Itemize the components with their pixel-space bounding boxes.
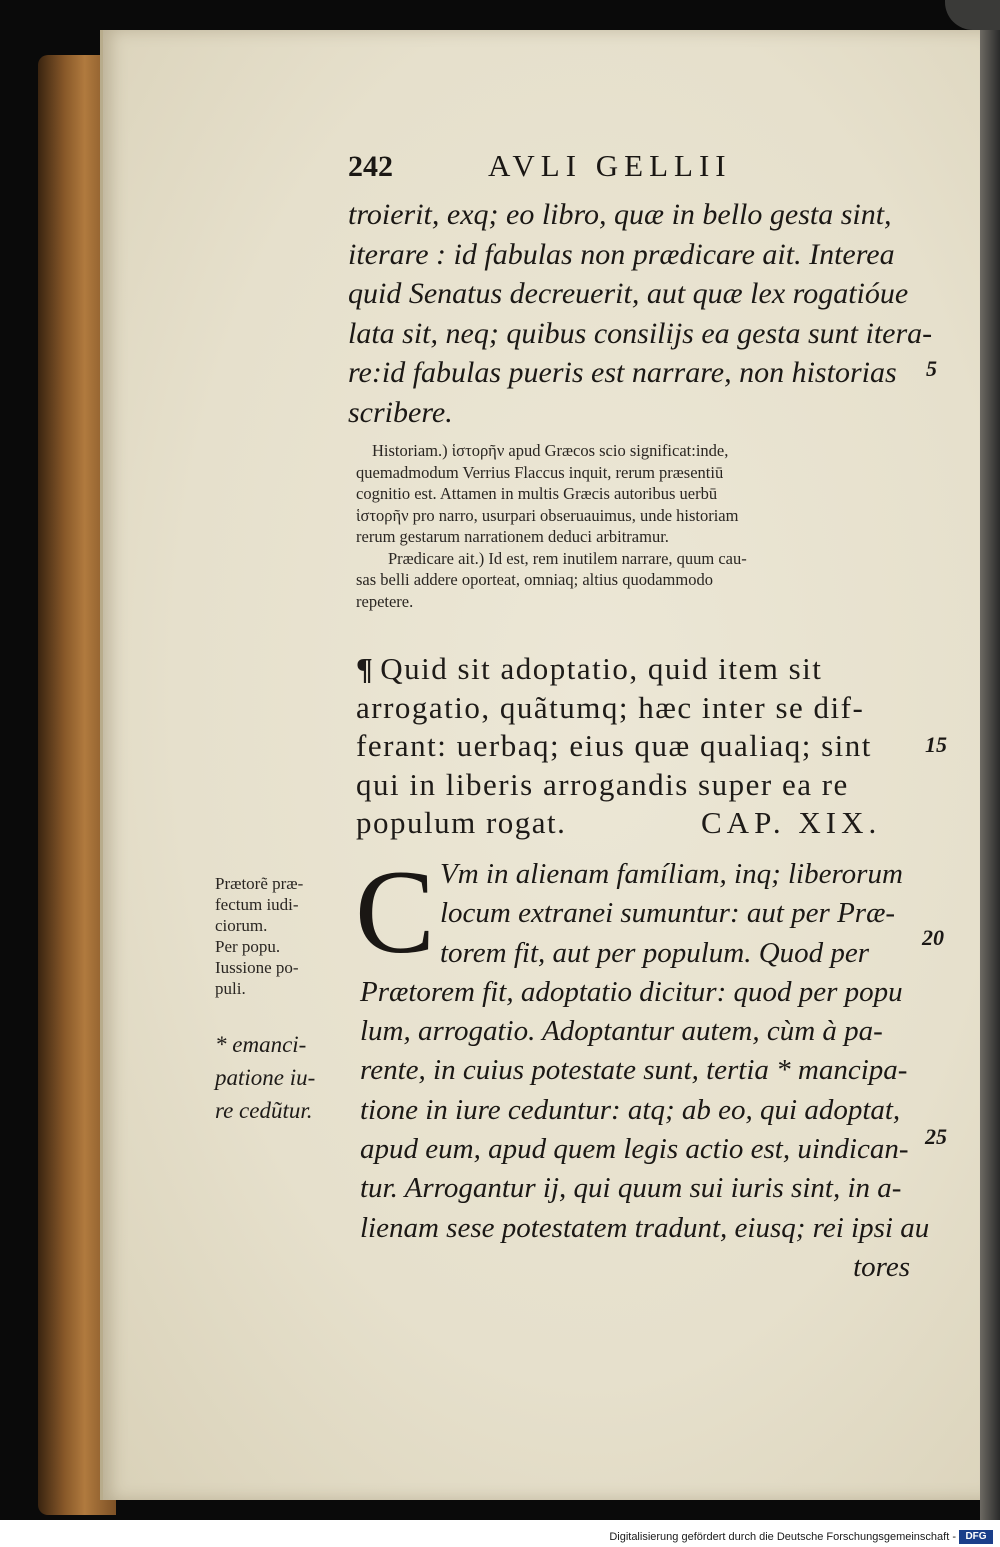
text-line: lata sit, neq; quibus consilijs ea gesta sunt itera-	[348, 316, 933, 350]
body-line: Prætorem fit, adoptatio dicitur: quod per popu	[360, 975, 903, 1008]
chapter-line: Quid sit adoptatio, quid item sit	[380, 651, 823, 686]
margin-gloss	[215, 1028, 360, 1127]
page-gutter	[980, 0, 1000, 1520]
margin-note	[215, 873, 355, 999]
chapter-body	[360, 855, 930, 1287]
body-line: apud eum, apud quem legis actio est, uindican-	[360, 1133, 909, 1166]
line-number-15: 15	[925, 732, 947, 757]
commentary-line: sas belli addere oporteat, omniaq; altius quodammodo	[356, 570, 713, 589]
body-line: lum, arrogatio. Adoptantur autem, cùm à pa-	[360, 1015, 883, 1048]
line-number-20: 20	[922, 925, 944, 950]
drop-cap: C	[355, 845, 436, 978]
text-line: re:id fabulas pueris est narrare, non historias	[348, 356, 897, 390]
body-line: lienam sese potestatem tradunt, eiusq; rei ipsi au	[360, 1211, 930, 1244]
continued-text	[348, 195, 933, 433]
body-line: locum extranei sumuntur: aut per Præ-	[440, 897, 896, 930]
running-title: AVLI GELLII	[488, 148, 732, 183]
line-number-25: 25	[925, 1124, 947, 1149]
margin-line: Per popu.	[215, 937, 281, 956]
line-number-5: 5	[926, 356, 937, 381]
margin-line: Iussione po-	[215, 958, 299, 977]
margin-line: fectum iudi-	[215, 895, 299, 914]
margin-line: Prætorẽ præ-	[215, 874, 304, 893]
dfg-logo[interactable]: DFG	[959, 1530, 993, 1544]
text-line: scribere.	[348, 395, 453, 429]
corner-weight	[945, 0, 1000, 30]
margin-line: ciorum.	[215, 916, 268, 935]
commentary	[356, 440, 911, 612]
text-line: troierit, exq; eo libro, quæ in bello gesta sint,	[348, 198, 892, 231]
margin-gloss-line: re cedũtur.	[215, 1098, 313, 1123]
text-line: iterare : id fabulas non prædicare ait. Interea	[348, 237, 895, 271]
text-line: quid Senatus decreuerit, aut quæ lex rogatióue	[348, 277, 909, 311]
body-line: tores	[853, 1250, 910, 1283]
body-line: torem fit, aut per populum. Quod per	[440, 936, 870, 969]
commentary-line: ἱστορῆν pro narro, usurpari obseruauimus, unde historiam	[356, 505, 739, 525]
margin-gloss-line: patione iu-	[215, 1065, 316, 1090]
commentary-line: repetere.	[356, 591, 414, 611]
chapter-heading	[356, 650, 916, 843]
commentary-line: rerum gestarum narrationem deduci arbitramur.	[356, 527, 669, 546]
margin-gloss-line: * emanci-	[215, 1032, 307, 1057]
chapter-line: qui in liberis arrogandis super ea re	[356, 766, 849, 802]
footer-credit: Digitalisierung gefördert durch die Deutsche Forschungsgemeinschaft -	[609, 1531, 956, 1543]
page-number: 242	[348, 150, 393, 183]
margin-line: puli.	[215, 979, 246, 998]
chapter-line: ferant: uerbaq; eius quæ qualiaq; sint	[356, 728, 872, 763]
commentary-line: cognitio est. Attamen in multis Græcis autoribus uerbū	[356, 484, 718, 503]
body-line: rente, in cuius potestate sunt, tertia * mancipa-	[360, 1054, 908, 1087]
commentary-line: Historiam.) ἱστορῆν apud Græcos scio significat:inde,	[372, 441, 729, 460]
chapter-label: CAP. XIX.	[701, 805, 882, 840]
chapter-line: populum rogat.	[356, 805, 567, 840]
commentary-line: Prædicare ait.) Id est, rem inutilem narrare, quum cau-	[388, 548, 747, 568]
running-head	[348, 148, 768, 188]
pilcrow-icon: ¶	[356, 651, 375, 686]
chapter-line: arrogatio, quãtumq; hæc inter se dif-	[356, 689, 865, 725]
body-line: tione in iure ceduntur: atq; ab eo, qui adoptat,	[360, 1093, 901, 1126]
body-line: Vm in alienam famíliam, inq; liberorum	[440, 858, 903, 890]
body-line: tur. Arrogantur ij, qui quum sui iuris sint, in a-	[360, 1172, 902, 1205]
commentary-line: quemadmodum Verrius Flaccus inquit, rerum præsentiū	[356, 462, 724, 482]
